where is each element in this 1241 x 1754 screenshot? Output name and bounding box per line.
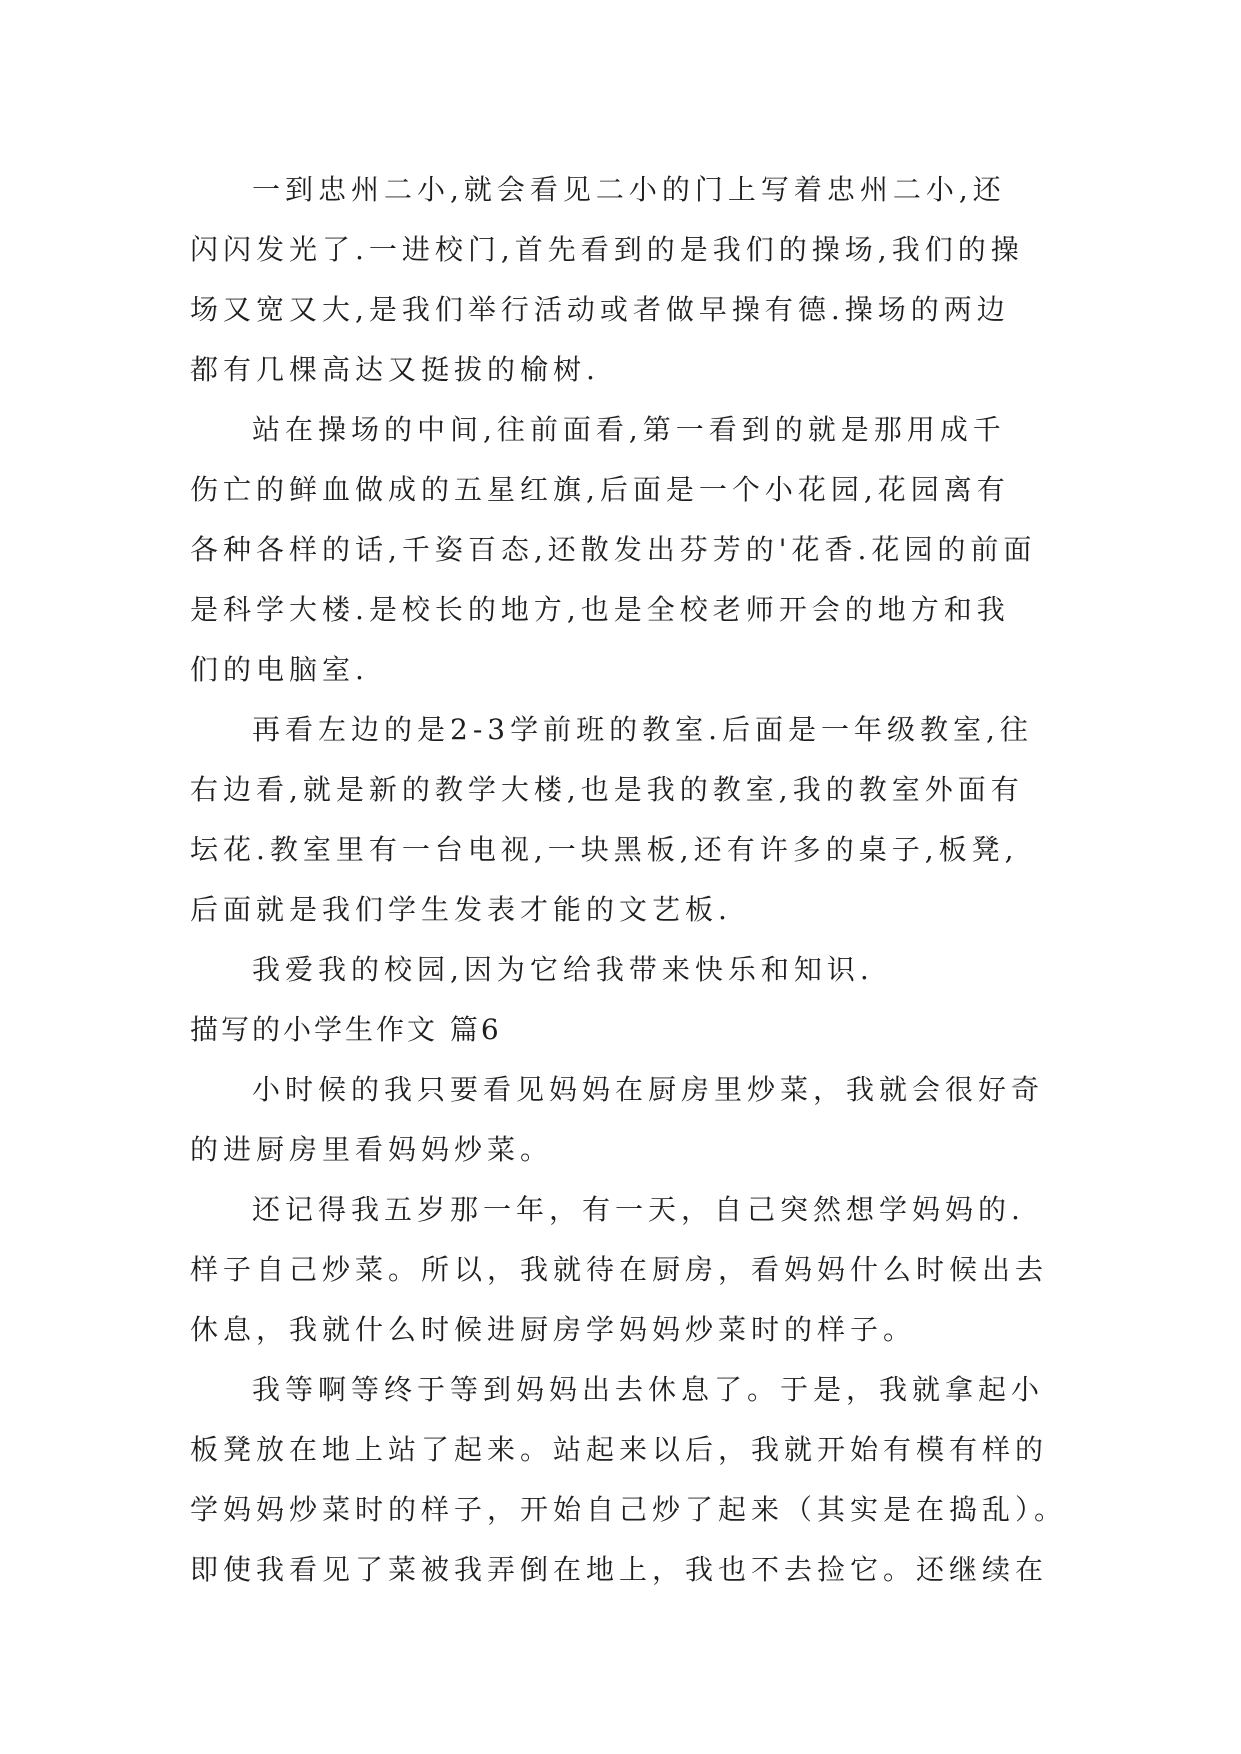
text-line: 还记得我五岁那一年，有一天，自己突然想学妈妈的. <box>252 1193 1025 1226</box>
paragraph <box>190 700 1070 940</box>
text-line: 站在操场的中间,往前面看,第一看到的就是那用成千 <box>252 413 1006 446</box>
article-2 <box>190 1000 1070 1600</box>
text-line: 都有几棵高达又挺拔的榆树. <box>190 353 600 386</box>
paragraph <box>190 1180 1070 1360</box>
article-heading: 描写的小学生作文 篇6 <box>190 1013 502 1046</box>
text-line: 学妈妈炒菜时的样子，开始自己炒了起来（其实是在捣乱）。 <box>190 1493 1068 1526</box>
paragraph <box>190 160 1070 400</box>
text-line: 板凳放在地上站了起来。站起来以后，我就开始有模有样的 <box>190 1433 1049 1466</box>
document-page <box>190 160 1070 1600</box>
text-line: 的进厨房里看妈妈炒菜。 <box>190 1133 554 1166</box>
text-line: 们的电脑室. <box>190 653 369 686</box>
text-line: 是科学大楼.是校长的地方,也是全校老师开会的地方和我 <box>190 593 1010 626</box>
text-line: 各种各样的话,千姿百态,还散发出芬芳的'花香.花园的前面 <box>190 533 1037 566</box>
text-line: 样子自己炒菜。所以，我就待在厨房，看妈妈什么时候出去 <box>190 1253 1049 1286</box>
text-line: 后面就是我们学生发表才能的文艺板. <box>190 893 732 926</box>
paragraph <box>190 940 1070 1000</box>
text-line: 一到忠州二小,就会看见二小的门上写着忠州二小,还 <box>252 173 1006 206</box>
text-line: 闪闪发光了.一进校门,首先看到的是我们的操场,我们的操 <box>190 233 1024 266</box>
text-line: 休息，我就什么时候进厨房学妈妈炒菜时的样子。 <box>190 1313 917 1346</box>
text-line: 我等啊等终于等到妈妈出去休息了。于是，我就拿起小 <box>252 1373 1045 1406</box>
text-line: 小时候的我只要看见妈妈在厨房里炒菜，我就会很好奇 <box>252 1073 1045 1106</box>
text-line: 伤亡的鲜血做成的五星红旗,后面是一个小花园,花园离有 <box>190 473 1010 506</box>
text-line: 我爱我的校园,因为它给我带来快乐和知识. <box>252 953 874 986</box>
paragraph <box>190 1360 1070 1600</box>
text-line: 右边看,就是新的教学大楼,也是我的教室,我的教室外面有 <box>190 773 1024 806</box>
article-1 <box>190 160 1070 1000</box>
text-line: 再看左边的是2-3学前班的教室.后面是一年级教室,往 <box>252 713 1033 746</box>
paragraph <box>190 400 1070 700</box>
text-line: 场又宽又大,是我们举行活动或者做早操有德.操场的两边 <box>190 293 1010 326</box>
paragraph <box>190 1060 1070 1180</box>
text-line: 即使我看见了菜被我弄倒在地上，我也不去捡它。还继续在 <box>190 1553 1049 1586</box>
text-line: 坛花.教室里有一台电视,一块黑板,还有许多的桌子,板凳, <box>190 833 1019 866</box>
